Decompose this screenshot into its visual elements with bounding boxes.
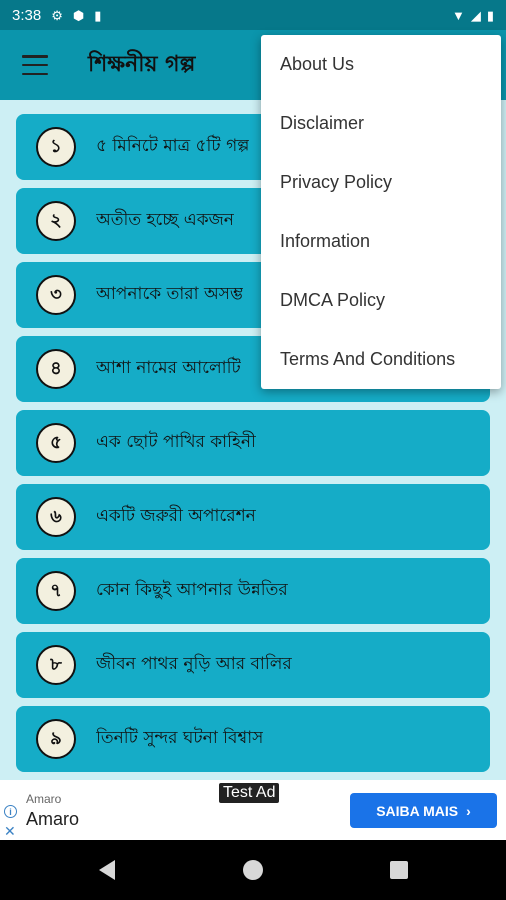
story-title: আপনাকে তারা অসম্ভ [96, 284, 244, 304]
signal-icon: ◢ [470, 7, 481, 23]
status-bar [0, 0, 506, 30]
info-icon[interactable]: i [4, 805, 17, 818]
story-number: ৯ [36, 719, 76, 759]
menu-item-information[interactable]: Information [280, 231, 371, 251]
story-number: ৮ [36, 645, 76, 685]
back-icon[interactable] [95, 858, 119, 882]
story-title: এক ছোট পাখির কাহিনী [96, 432, 256, 452]
story-number: ১ [36, 127, 76, 167]
test-ad-label: Test Ad [219, 783, 279, 803]
ad-advertiser: Amaro [26, 809, 80, 829]
hamburger-icon[interactable] [22, 55, 48, 75]
ad-banner[interactable] [0, 780, 506, 840]
menu-item-dmca-policy[interactable]: DMCA Policy [280, 290, 386, 310]
recents-icon[interactable] [387, 858, 411, 882]
menu-item-disclaimer[interactable]: Disclaimer [280, 113, 365, 133]
shield-icon: ⬢ [72, 7, 85, 23]
close-icon[interactable]: ✕ [4, 823, 16, 839]
story-title: একটি জরুরী অপারেশন [96, 506, 256, 526]
wifi-icon: ▼ [451, 7, 465, 23]
story-title: তিনটি সুন্দর ঘটনা বিশ্বাস [96, 728, 264, 748]
ad-cta-button[interactable] [350, 793, 497, 828]
chevron-right-icon: › [466, 802, 471, 819]
story-item-6[interactable] [16, 484, 490, 550]
ad-cta-label: SAIBA MAIS [376, 802, 459, 819]
story-number: ৬ [36, 497, 76, 537]
story-item-8[interactable] [16, 632, 490, 698]
story-number: ৫ [36, 423, 76, 463]
story-item-9[interactable] [16, 706, 490, 772]
sd-card-icon: ▮ [94, 7, 102, 23]
story-number: ৪ [36, 349, 76, 389]
menu-item-privacy-policy[interactable]: Privacy Policy [280, 172, 393, 192]
battery-icon: ▮ [486, 7, 494, 23]
story-title: আশা নামের আলোটি [96, 358, 241, 378]
story-item-5[interactable] [16, 410, 490, 476]
story-title: ৫ মিনিটে মাত্র ৫টি গল্প [96, 136, 250, 156]
story-title: অতীত হচ্ছে একজন [96, 210, 234, 230]
story-number: ৩ [36, 275, 76, 315]
overflow-menu [261, 35, 501, 389]
story-number: ২ [36, 201, 76, 241]
story-title: কোন কিছুই আপনার উন্নতির [96, 580, 288, 600]
story-title: জীবন পাথর নুড়ি আর বালির [96, 654, 292, 674]
home-icon[interactable] [241, 858, 265, 882]
navigation-bar [0, 840, 506, 900]
gear-icon: ⚙ [51, 7, 63, 23]
story-item-7[interactable] [16, 558, 490, 624]
app-title: শিক্ষনীয় গল্প [88, 51, 196, 77]
menu-item-terms[interactable]: Terms And Conditions [280, 349, 456, 369]
menu-item-about-us[interactable]: About Us [280, 54, 355, 74]
story-number: ৭ [36, 571, 76, 611]
status-time: 3:38 [12, 6, 42, 24]
ad-advertiser-small: Amaro [26, 792, 62, 806]
